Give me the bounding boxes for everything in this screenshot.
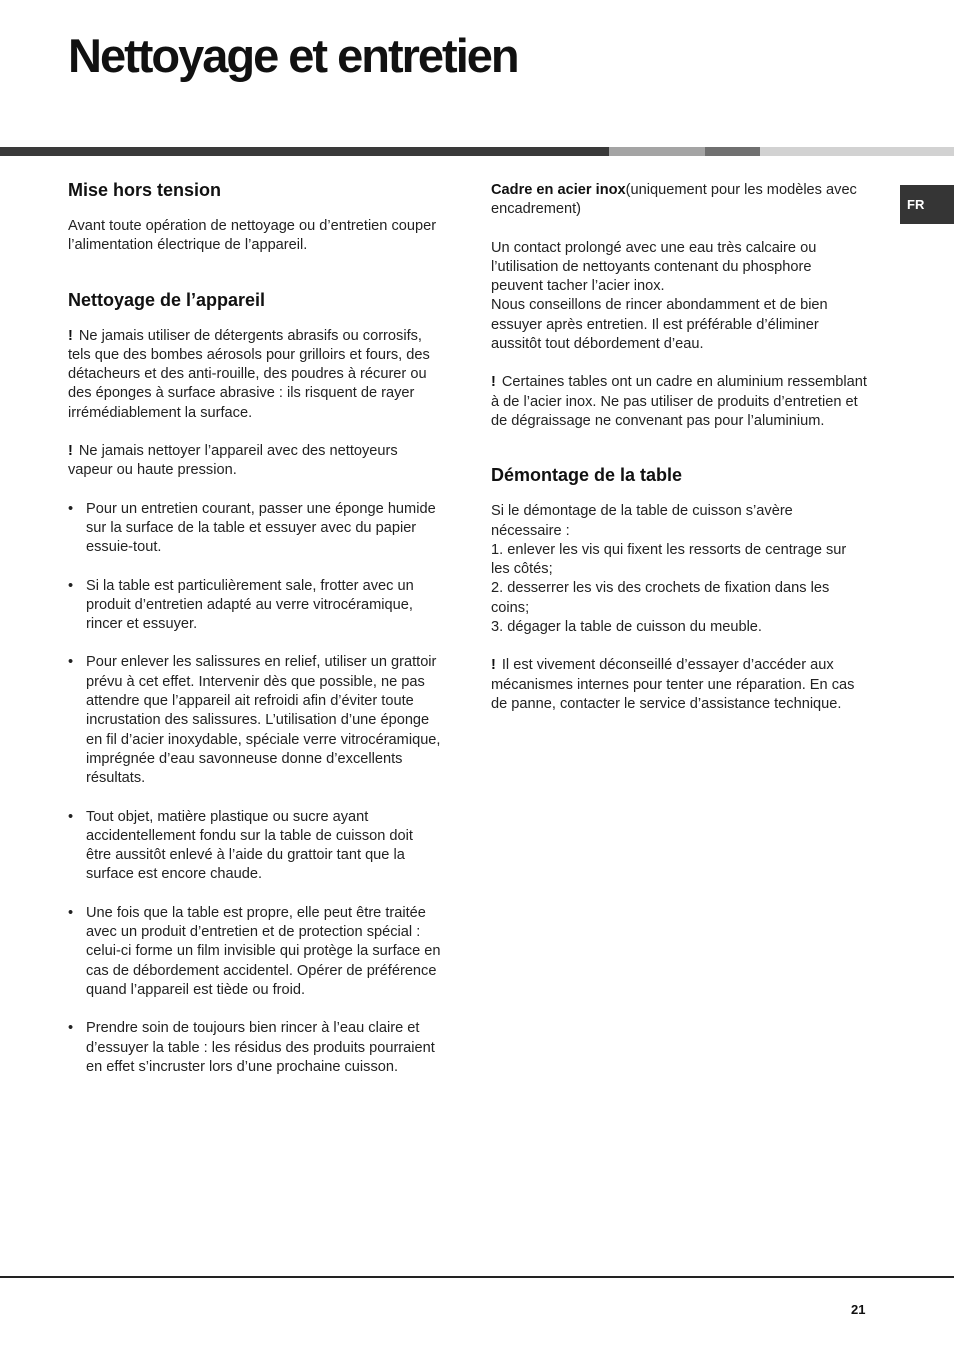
inox-lead: Cadre en acier inox(uniquement pour les modèles avec encadrement) (491, 182, 857, 218)
warning-mark: ! (491, 657, 496, 674)
left-column (68, 178, 442, 1077)
demontage-step-2: 2. desserrer les vis des crochets de fixation dans les coins; (491, 580, 830, 616)
warning-aluminium: ! Certaines tables ont un cadre en aluminium ressemblant à de l’acier inox. Ne pas utiliser de produits d’entretien et de dégraissage ne convenant pas pour l’aluminium. (491, 374, 867, 429)
header-band-pale-gray (760, 147, 954, 156)
heading-mise-hors-tension: Mise hors tension (68, 180, 222, 200)
inox-para-2: Nous conseillons de rincer abondamment et de bien essuyer après entretien. Il est préférable d’éliminer aussitôt tout débordement d’eau. (491, 297, 828, 353)
inox-para-1: Un contact prolongé avec une eau très calcaire ou l’utilisation de nettoyants contenant du phosphore peuvent tacher l’acier inox. (491, 239, 817, 295)
demontage-step-3: 3. dégager la table de cuisson du meuble. (491, 619, 762, 636)
header-band-mid-gray (705, 147, 760, 156)
heading-nettoyage: Nettoyage de l’appareil (68, 289, 266, 310)
warning-reparation: ! Il est vivement déconseillé d’essayer d’accéder aux mécanismes internes pour tenter une réparation. En cas de panne, contacter le service d’assistance technique. (491, 657, 855, 712)
warning-mark: ! (491, 374, 496, 391)
header-band-dark (0, 147, 609, 156)
warning-mark: ! (68, 443, 73, 460)
warning-abrasifs: ! Ne jamais utiliser de détergents abrasifs ou corrosifs, tels que des bombes aérosols pour grilloirs et fours, des détacheurs et des anti-rouille, des poudres à récurer ou des éponges à surface abrasive : ils risquent de rayer irrémédiablement la surface. (68, 327, 430, 421)
list-item: • Pour un entretien courant, passer une éponge humide sur la surface de la table et essuyer avec du papier essuie-tout. (68, 500, 442, 558)
text-mise-hors-tension: Avant toute opération de nettoyage ou d’entretien couper l’alimentation électrique de l’appareil. (68, 218, 437, 254)
language-tab: FR (900, 185, 954, 224)
footer-rule (0, 1276, 954, 1278)
list-item: • Prendre soin de toujours bien rincer à l’eau claire et d’essuyer la table : les résidus des produits pourraient en effet s’incruster lors d’une prochaine cuisson. (68, 1019, 442, 1077)
cleaning-tips-list (68, 500, 442, 1077)
list-item: • Tout objet, matière plastique ou sucre ayant accidentellement fondu sur la table de cuisson doit être aussitôt enlevé à l’aide du grattoir tant que la surface est encore chaude. (68, 808, 442, 885)
list-item: • Une fois que la table est propre, elle peut être traitée avec un produit d’entretien et de protection spécial : celui-ci forme un film invisible qui protège la surface en cas de débordement accidentel. Opérer de préférence quand l’appareil est tiède ou froid. (68, 904, 442, 1000)
right-column (491, 181, 867, 714)
header-band-light-gray (609, 147, 705, 156)
demontage-intro: Si le démontage de la table de cuisson s’avère nécessaire : (491, 503, 793, 539)
warning-mark: ! (68, 327, 73, 344)
page-title: Nettoyage et entretien (68, 29, 518, 82)
heading-demontage: Démontage de la table (491, 465, 683, 486)
warning-vapeur: ! Ne jamais nettoyer l’appareil avec des nettoyeurs vapeur ou haute pression. (68, 443, 398, 479)
list-item: • Si la table est particulièrement sale, frotter avec un produit d’entretien adapté au verre vitrocéramique, rincer et essuyer. (68, 577, 442, 635)
demontage-step-1: 1. enlever les vis qui fixent les ressorts de centrage sur les côtés; (491, 541, 847, 578)
page-number: 21 (851, 1302, 866, 1317)
list-item: • Pour enlever les salissures en relief, utiliser un grattoir prévu à cet effet. Intervenir dès que possible, ne pas attendre que l’appareil ait refroidi afin d’éviter toute incrustation des salissures. L’utilisation d’une éponge en fil d’acier inoxydable, spéciale verre vitrocéramique, imprégnée d’eau savonneuse donne d’excellents résultats. (68, 653, 442, 788)
